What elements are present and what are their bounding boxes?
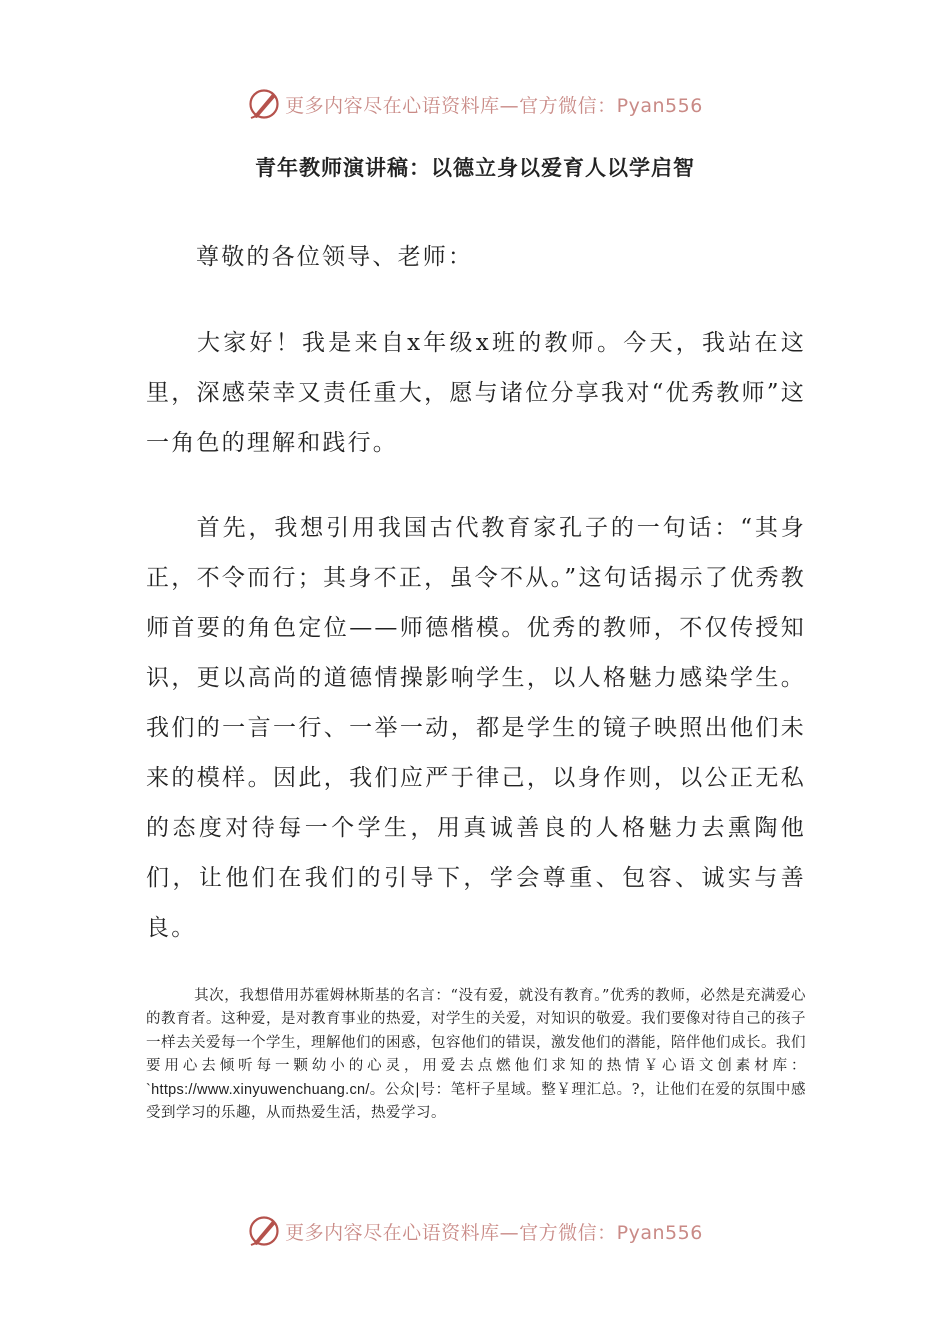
body-paragraph-love xyxy=(146,985,806,1125)
document-title: 青年教师演讲稿：以德立身以爱育人以学启智 xyxy=(255,156,695,180)
source-url-link[interactable]: `https://www.xinyuwenchuang.cn/ xyxy=(146,1081,370,1098)
watermark-text: 更多内容尽在心语资料库—官方微信：Pyan556 xyxy=(285,94,703,117)
watermark-text: 更多内容尽在心语资料库—官方微信：Pyan556 xyxy=(285,1221,703,1244)
confucius-text: 首先，我想引用我国古代教育家孔子的一句话：“其身正，不令而行；其身不正，虽令不从。”这句话揭示了优秀教师首要的角色定位——师德楷模。优秀的教师，不仅传授知识，更以高尚的道德情操影响学生，以人格魅力感染学生。我们的一言一行、一举一动，都是学生的镜子映照出他们未来的模样。因此，我们应严于律己，以身作则，以公正无私的态度对待每一个学生，用真诚善良的人格魅力去熏陶他们，让他们在我们的引导下，学会尊重、包容、诚实与善良。 xyxy=(146,515,806,941)
greeting-text: 尊敬的各位领导、老师： xyxy=(196,244,474,270)
intro-text: 大家好！我是来自x年级x班的教师。今天，我站在这里，深感荣幸又责任重大，愿与诸位分享我对“优秀教师”这一角色的理解和践行。 xyxy=(146,330,806,456)
intro-paragraph xyxy=(146,318,806,468)
love-text-part2: 。公众|号：笔杆子星域。整￥理汇总。?，让他们在爱的氛围中感受到学习的乐趣，从而热爱生活，热爱学习。 xyxy=(146,1081,806,1122)
quill-pen-logo-icon xyxy=(247,87,281,121)
body-paragraph-confucius xyxy=(146,503,806,953)
footer-watermark xyxy=(0,1211,950,1251)
love-text-part1: 其次，我想借用苏霍姆林斯基的名言：“没有爱，就没有教育。”优秀的教师，必然是充满爱心的教育者。这种爱，是对教育事业的热爱，对学生的关爱，对知识的敬爱。我们要像对待自己的孩子一样去关爱每一个学生，理解他们的困惑，包容他们的错误，激发他们的潜能，陪伴他们成长。我们要用心去倾听每一颗幼小的心灵，用爱去点燃他们求知的热情￥心语文创素材库： xyxy=(146,988,806,1075)
header-watermark xyxy=(0,84,950,124)
greeting-paragraph xyxy=(146,232,806,282)
quill-pen-logo-icon xyxy=(247,1214,281,1248)
